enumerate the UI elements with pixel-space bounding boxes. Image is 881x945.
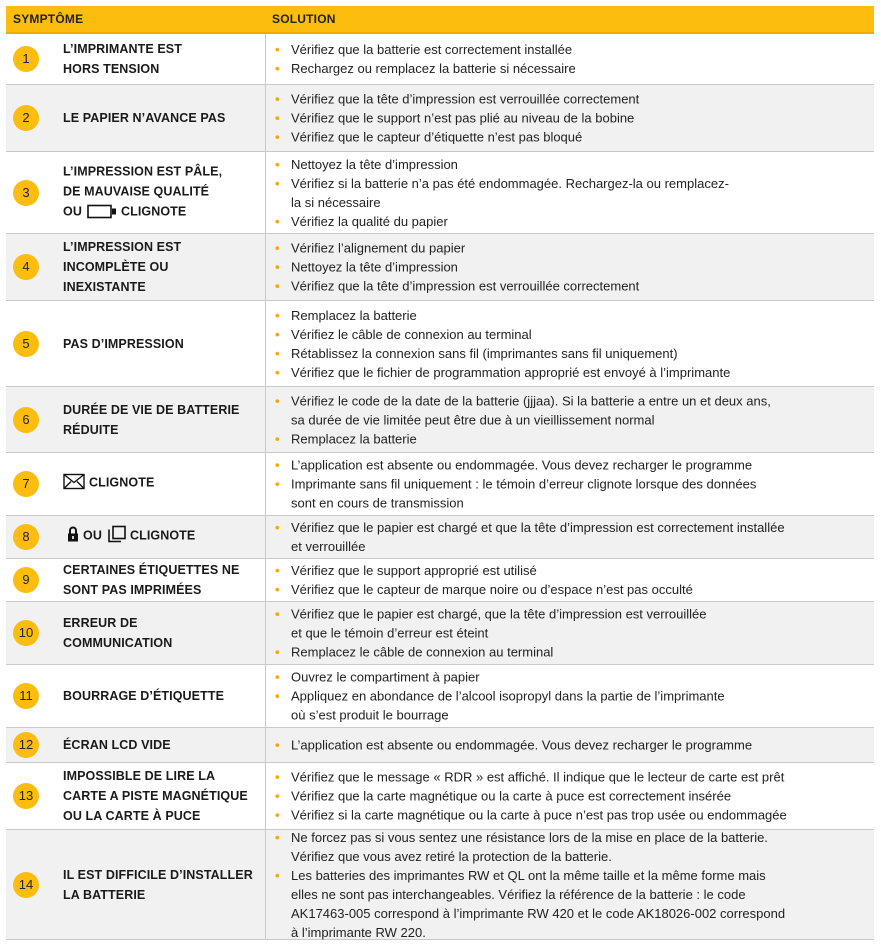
solution-text xyxy=(291,866,870,942)
table-row xyxy=(6,516,874,559)
solution-item xyxy=(275,806,870,825)
bullet-icon: • xyxy=(275,364,280,380)
table-row xyxy=(6,602,874,665)
symptom-line: DE MAUVAISE QUALITÉ xyxy=(63,184,210,198)
bullet-icon: • xyxy=(275,259,280,275)
solution-text xyxy=(291,787,870,806)
solution-line: Vérifiez que la tête d’impression est verrouillée correctement xyxy=(291,278,640,294)
solution-item xyxy=(275,344,870,363)
table-row xyxy=(6,301,874,387)
solution-item xyxy=(275,391,870,429)
solution-line: AK17463-005 correspond à l’imprimante RW 420 et le code AK18026-002 correspond xyxy=(291,905,786,921)
troubleshooting-table xyxy=(6,34,874,940)
bullet-icon: • xyxy=(275,61,280,76)
symptom-line: L’IMPRIMANTE EST xyxy=(63,42,182,56)
solution-item xyxy=(275,306,870,325)
symptom-cell xyxy=(63,400,263,440)
symptom-line: INEXISTANTE xyxy=(63,280,146,294)
row-number-badge: 6 xyxy=(13,407,39,433)
row-number-badge: 8 xyxy=(13,524,39,550)
solution-item xyxy=(275,429,870,448)
symptom-line: PAS D’IMPRESSION xyxy=(63,336,184,351)
symptom-cell xyxy=(63,686,263,706)
symptom-line: SONT PAS IMPRIMÉES xyxy=(63,583,202,597)
table-row xyxy=(6,34,874,85)
solution-text xyxy=(291,277,870,296)
solution-item xyxy=(275,668,870,687)
solution-line: Vérifiez que la tête d’impression est verrouillée correctement xyxy=(291,91,640,107)
column-divider xyxy=(265,234,266,300)
symptom-cell xyxy=(63,473,263,496)
solution-text xyxy=(291,155,870,174)
solution-line: sa durée de vie limitée peut être due à un vieillissement normal xyxy=(291,412,655,427)
row-number-badge: 12 xyxy=(13,732,39,758)
solution-text xyxy=(291,391,870,429)
bullet-icon: • xyxy=(275,737,280,753)
bullet-icon: • xyxy=(275,431,280,446)
solution-line: Rétablissez la connexion sans fil (imprimantes sans fil uniquement) xyxy=(291,345,678,361)
lock-icon xyxy=(67,526,79,549)
solution-text xyxy=(291,806,870,825)
solution-line: Vérifiez que le support n’est pas plié au niveau de la bobine xyxy=(291,110,635,126)
symptom-cell xyxy=(63,237,263,297)
bullet-icon: • xyxy=(275,307,280,323)
solution-item xyxy=(275,736,870,755)
solution-item xyxy=(275,128,870,147)
solution-cell xyxy=(275,828,870,942)
solution-item xyxy=(275,40,870,59)
bullet-icon: • xyxy=(275,457,280,473)
solution-text xyxy=(291,239,870,258)
solution-line: sont en cours de transmission xyxy=(291,495,464,511)
column-divider xyxy=(265,763,266,829)
column-divider xyxy=(265,516,266,558)
symptom-line: CERTAINES ÉTIQUETTES NE xyxy=(63,563,240,577)
column-divider xyxy=(265,728,266,762)
solution-text xyxy=(291,40,870,59)
solution-item xyxy=(275,687,870,725)
solution-text xyxy=(291,258,870,277)
solution-line: où s’est produit le bourrage xyxy=(291,707,449,723)
column-divider xyxy=(265,830,266,939)
battery-icon xyxy=(87,204,117,224)
solution-item xyxy=(275,90,870,109)
solution-item xyxy=(275,174,870,212)
solution-item xyxy=(275,518,870,556)
solution-text xyxy=(291,643,870,662)
row-number-badge: 5 xyxy=(13,331,39,357)
solution-line: Nettoyez la tête d’impression xyxy=(291,259,458,275)
solution-item xyxy=(275,605,870,643)
solution-text xyxy=(291,59,870,78)
symptom-line xyxy=(63,201,263,224)
header-symptom: SYMPTÔME xyxy=(13,12,84,26)
solution-item xyxy=(275,363,870,382)
solution-line: la si nécessaire xyxy=(291,194,381,210)
solution-text xyxy=(291,475,870,513)
solution-item xyxy=(275,828,870,866)
solution-line: Remplacez la batterie xyxy=(291,431,417,446)
solution-line: et verrouillée xyxy=(291,539,366,554)
bullet-icon: • xyxy=(275,769,280,785)
solution-item xyxy=(275,325,870,344)
bullet-icon: • xyxy=(275,867,280,883)
table-row xyxy=(6,830,874,940)
table-row xyxy=(6,453,874,516)
solution-text xyxy=(291,456,870,475)
symptom-line: ERREUR DE xyxy=(63,616,138,630)
solution-line: Vérifiez le code de la date de la batterie (jjjaa). Si la batterie a entre un et deux ans, xyxy=(291,393,771,408)
solution-item xyxy=(275,277,870,296)
bullet-icon: • xyxy=(275,175,280,191)
solution-line: Ouvrez le compartiment à papier xyxy=(291,669,480,685)
solution-line: Vérifiez le câble de connexion au terminal xyxy=(291,326,532,342)
bullet-icon: • xyxy=(275,829,280,845)
solution-text xyxy=(291,736,870,755)
symptom-line: L’IMPRESSION EST xyxy=(63,240,182,254)
solution-line: Vérifiez que la carte magnétique ou la carte à puce est correctement insérée xyxy=(291,788,732,804)
solution-cell xyxy=(275,518,870,556)
envelope-icon xyxy=(63,474,85,496)
row-number-badge: 9 xyxy=(13,567,39,593)
symptom-line: IMPOSSIBLE DE LIRE LA xyxy=(63,769,216,783)
solution-cell xyxy=(275,90,870,147)
symptom-line: BOURRAGE D’ÉTIQUETTE xyxy=(63,689,225,703)
solution-line: Nettoyez la tête d’impression xyxy=(291,156,458,172)
symptom-line: IL EST DIFFICILE D’INSTALLER xyxy=(63,867,253,882)
solution-item xyxy=(275,561,870,580)
solution-cell xyxy=(275,155,870,231)
row-number-badge: 1 xyxy=(13,46,39,72)
solution-line: L’application est absente ou endommagée. Vous devez recharger le programme xyxy=(291,737,753,753)
solution-line: Vérifiez si la carte magnétique ou la carte à puce n’est pas trop usée ou endommagée xyxy=(291,807,787,823)
symptom-line: DURÉE DE VIE DE BATTERIE xyxy=(63,402,240,417)
row-number-badge: 7 xyxy=(13,471,39,497)
solution-text xyxy=(291,605,870,643)
bullet-icon: • xyxy=(275,669,280,685)
bullet-icon: • xyxy=(275,110,280,126)
solution-line: Vérifiez l’alignement du papier xyxy=(291,240,466,256)
column-divider xyxy=(265,453,266,515)
symptom-line: HORS TENSION xyxy=(63,62,160,76)
symptom-line: L’IMPRESSION EST PÂLE, xyxy=(63,164,223,178)
copy-icon xyxy=(108,526,126,549)
solution-line: à l’imprimante RW 220. xyxy=(291,924,426,940)
solution-line: Imprimante sans fil uniquement : le témoin d’erreur clignote lorsque des données xyxy=(291,476,757,492)
column-divider xyxy=(265,602,266,664)
solution-item xyxy=(275,155,870,174)
row-number-badge: 13 xyxy=(13,783,39,809)
symptom-line: OU LA CARTE À PUCE xyxy=(63,809,201,823)
bullet-icon: • xyxy=(275,807,280,823)
symptom-cell xyxy=(63,865,263,905)
solution-item xyxy=(275,258,870,277)
row-number-badge: 3 xyxy=(13,180,39,206)
solution-item xyxy=(275,643,870,662)
row-number-badge: 10 xyxy=(13,620,39,646)
column-divider xyxy=(265,85,266,151)
solution-item xyxy=(275,239,870,258)
solution-line: Vérifiez que le message « RDR » est affiché. Il indique que le lecteur de carte est prêt xyxy=(291,769,785,785)
solution-text xyxy=(291,518,870,556)
header-solution: SOLUTION xyxy=(272,12,336,26)
bullet-icon: • xyxy=(275,520,280,535)
symptom-line xyxy=(63,526,263,549)
solution-text xyxy=(291,306,870,325)
solution-item xyxy=(275,580,870,599)
symptom-cell xyxy=(63,161,263,224)
table-row xyxy=(6,152,874,234)
symptom-word: CLIGNOTE xyxy=(120,204,187,218)
bullet-icon: • xyxy=(275,393,280,408)
solution-cell xyxy=(275,40,870,78)
table-row xyxy=(6,728,874,763)
solution-text xyxy=(291,90,870,109)
symptom-cell xyxy=(63,766,263,826)
solution-line: Vérifiez que le papier est chargé, que la tête d’impression est verrouillée xyxy=(291,606,707,622)
row-number-badge: 11 xyxy=(13,683,39,709)
solution-item xyxy=(275,212,870,231)
solution-line: Vérifiez la qualité du papier xyxy=(291,213,448,229)
symptom-word: OU xyxy=(63,204,82,218)
bullet-icon: • xyxy=(275,156,280,172)
solution-line: Vérifiez si la batterie n’a pas été endommagée. Rechargez-la ou remplacez- xyxy=(291,175,729,191)
bullet-icon: • xyxy=(275,213,280,229)
table-row xyxy=(6,559,874,602)
solution-cell xyxy=(275,561,870,599)
symptom-cell xyxy=(63,39,263,79)
solution-cell xyxy=(275,456,870,513)
table-row xyxy=(6,665,874,728)
solution-text xyxy=(291,429,870,448)
solution-line: Vérifiez que vous avez retiré la protection de la batterie. xyxy=(291,848,612,864)
solution-line: Vérifiez que le capteur de marque noire ou d’espace n’est pas occulté xyxy=(291,582,693,597)
solution-text xyxy=(291,687,870,725)
solution-text xyxy=(291,212,870,231)
bullet-icon: • xyxy=(275,606,280,622)
bullet-icon: • xyxy=(275,91,280,107)
column-divider xyxy=(265,34,266,84)
symptom-cell xyxy=(63,108,263,128)
solution-cell xyxy=(275,605,870,662)
symptom-line: CARTE A PISTE MAGNÉTIQUE xyxy=(63,789,248,803)
solution-cell xyxy=(275,768,870,825)
solution-text xyxy=(291,109,870,128)
symptom-cell xyxy=(63,526,263,549)
column-divider xyxy=(265,152,266,233)
bullet-icon: • xyxy=(275,42,280,57)
column-divider xyxy=(265,665,266,727)
symptom-cell xyxy=(63,560,263,600)
solution-line: Remplacez le câble de connexion au terminal xyxy=(291,644,554,660)
solution-cell xyxy=(275,306,870,382)
row-number-badge: 14 xyxy=(13,872,39,898)
solution-line: Vérifiez que le support approprié est utilisé xyxy=(291,563,537,578)
table-row xyxy=(6,763,874,830)
bullet-icon: • xyxy=(275,688,280,704)
symptom-cell xyxy=(63,613,263,653)
symptom-line: INCOMPLÈTE OU xyxy=(63,260,169,274)
solution-item xyxy=(275,866,870,942)
solution-text xyxy=(291,561,870,580)
solution-line: Ne forcez pas si vous sentez une résistance lors de la mise en place de la batterie. xyxy=(291,829,768,845)
symptom-cell xyxy=(63,735,263,755)
table-row xyxy=(6,387,874,453)
solution-text xyxy=(291,363,870,382)
solution-line: Les batteries des imprimantes RW et QL ont la même taille et la même forme mais xyxy=(291,867,766,883)
solution-cell xyxy=(275,736,870,755)
bullet-icon: • xyxy=(275,644,280,660)
solution-item xyxy=(275,59,870,78)
solution-text xyxy=(291,580,870,599)
symptom-line: COMMUNICATION xyxy=(63,636,173,650)
solution-text xyxy=(291,828,870,866)
solution-item xyxy=(275,768,870,787)
solution-line: Vérifiez que le fichier de programmation approprié est envoyé à l’imprimante xyxy=(291,364,731,380)
column-divider xyxy=(265,387,266,452)
solution-line: L’application est absente ou endommagée. Vous devez recharger le programme xyxy=(291,457,753,473)
solution-text xyxy=(291,668,870,687)
solution-line: Vérifiez que le capteur d’étiquette n’est pas bloqué xyxy=(291,129,583,145)
solution-line: Appliquez en abondance de l’alcool isopropyl dans la partie de l’imprimante xyxy=(291,688,725,704)
symptom-word: CLIGNOTE xyxy=(89,475,155,490)
bullet-icon: • xyxy=(275,582,280,597)
column-divider xyxy=(265,559,266,601)
bullet-icon: • xyxy=(275,326,280,342)
table-row xyxy=(6,85,874,152)
symptom-line xyxy=(63,473,263,496)
solution-line: Vérifiez que le papier est chargé et que la tête d’impression est correctement installée xyxy=(291,520,785,535)
symptom-line: RÉDUITE xyxy=(63,422,119,437)
solution-line: elles ne sont pas interchangeables. Vérifiez la référence de la batterie : le code xyxy=(291,886,746,902)
bullet-icon: • xyxy=(275,345,280,361)
solution-line: Rechargez ou remplacez la batterie si nécessaire xyxy=(291,61,576,76)
symptom-cell xyxy=(63,334,263,354)
bullet-icon: • xyxy=(275,788,280,804)
solution-text xyxy=(291,128,870,147)
table-header xyxy=(6,6,874,34)
bullet-icon: • xyxy=(275,129,280,145)
solution-text xyxy=(291,768,870,787)
table-row xyxy=(6,234,874,301)
solution-line: Vérifiez que la batterie est correctement installée xyxy=(291,42,573,57)
solution-item xyxy=(275,475,870,513)
solution-cell xyxy=(275,239,870,296)
row-number-badge: 4 xyxy=(13,254,39,280)
symptom-word: OU xyxy=(83,528,102,543)
row-number-badge: 2 xyxy=(13,105,39,131)
solution-item xyxy=(275,787,870,806)
solution-cell xyxy=(275,391,870,448)
bullet-icon: • xyxy=(275,240,280,256)
column-divider xyxy=(265,301,266,386)
solution-item xyxy=(275,109,870,128)
solution-line: et que le témoin d’erreur est éteint xyxy=(291,625,489,641)
symptom-line: LE PAPIER N’AVANCE PAS xyxy=(63,111,226,125)
solution-text xyxy=(291,344,870,363)
solution-text xyxy=(291,174,870,212)
solution-cell xyxy=(275,668,870,725)
symptom-line: ÉCRAN LCD VIDE xyxy=(63,738,171,752)
bullet-icon: • xyxy=(275,476,280,492)
solution-item xyxy=(275,456,870,475)
bullet-icon: • xyxy=(275,563,280,578)
solution-line: Remplacez la batterie xyxy=(291,307,417,323)
symptom-line: LA BATTERIE xyxy=(63,887,146,902)
symptom-word: CLIGNOTE xyxy=(129,528,196,543)
bullet-icon: • xyxy=(275,278,280,294)
solution-text xyxy=(291,325,870,344)
